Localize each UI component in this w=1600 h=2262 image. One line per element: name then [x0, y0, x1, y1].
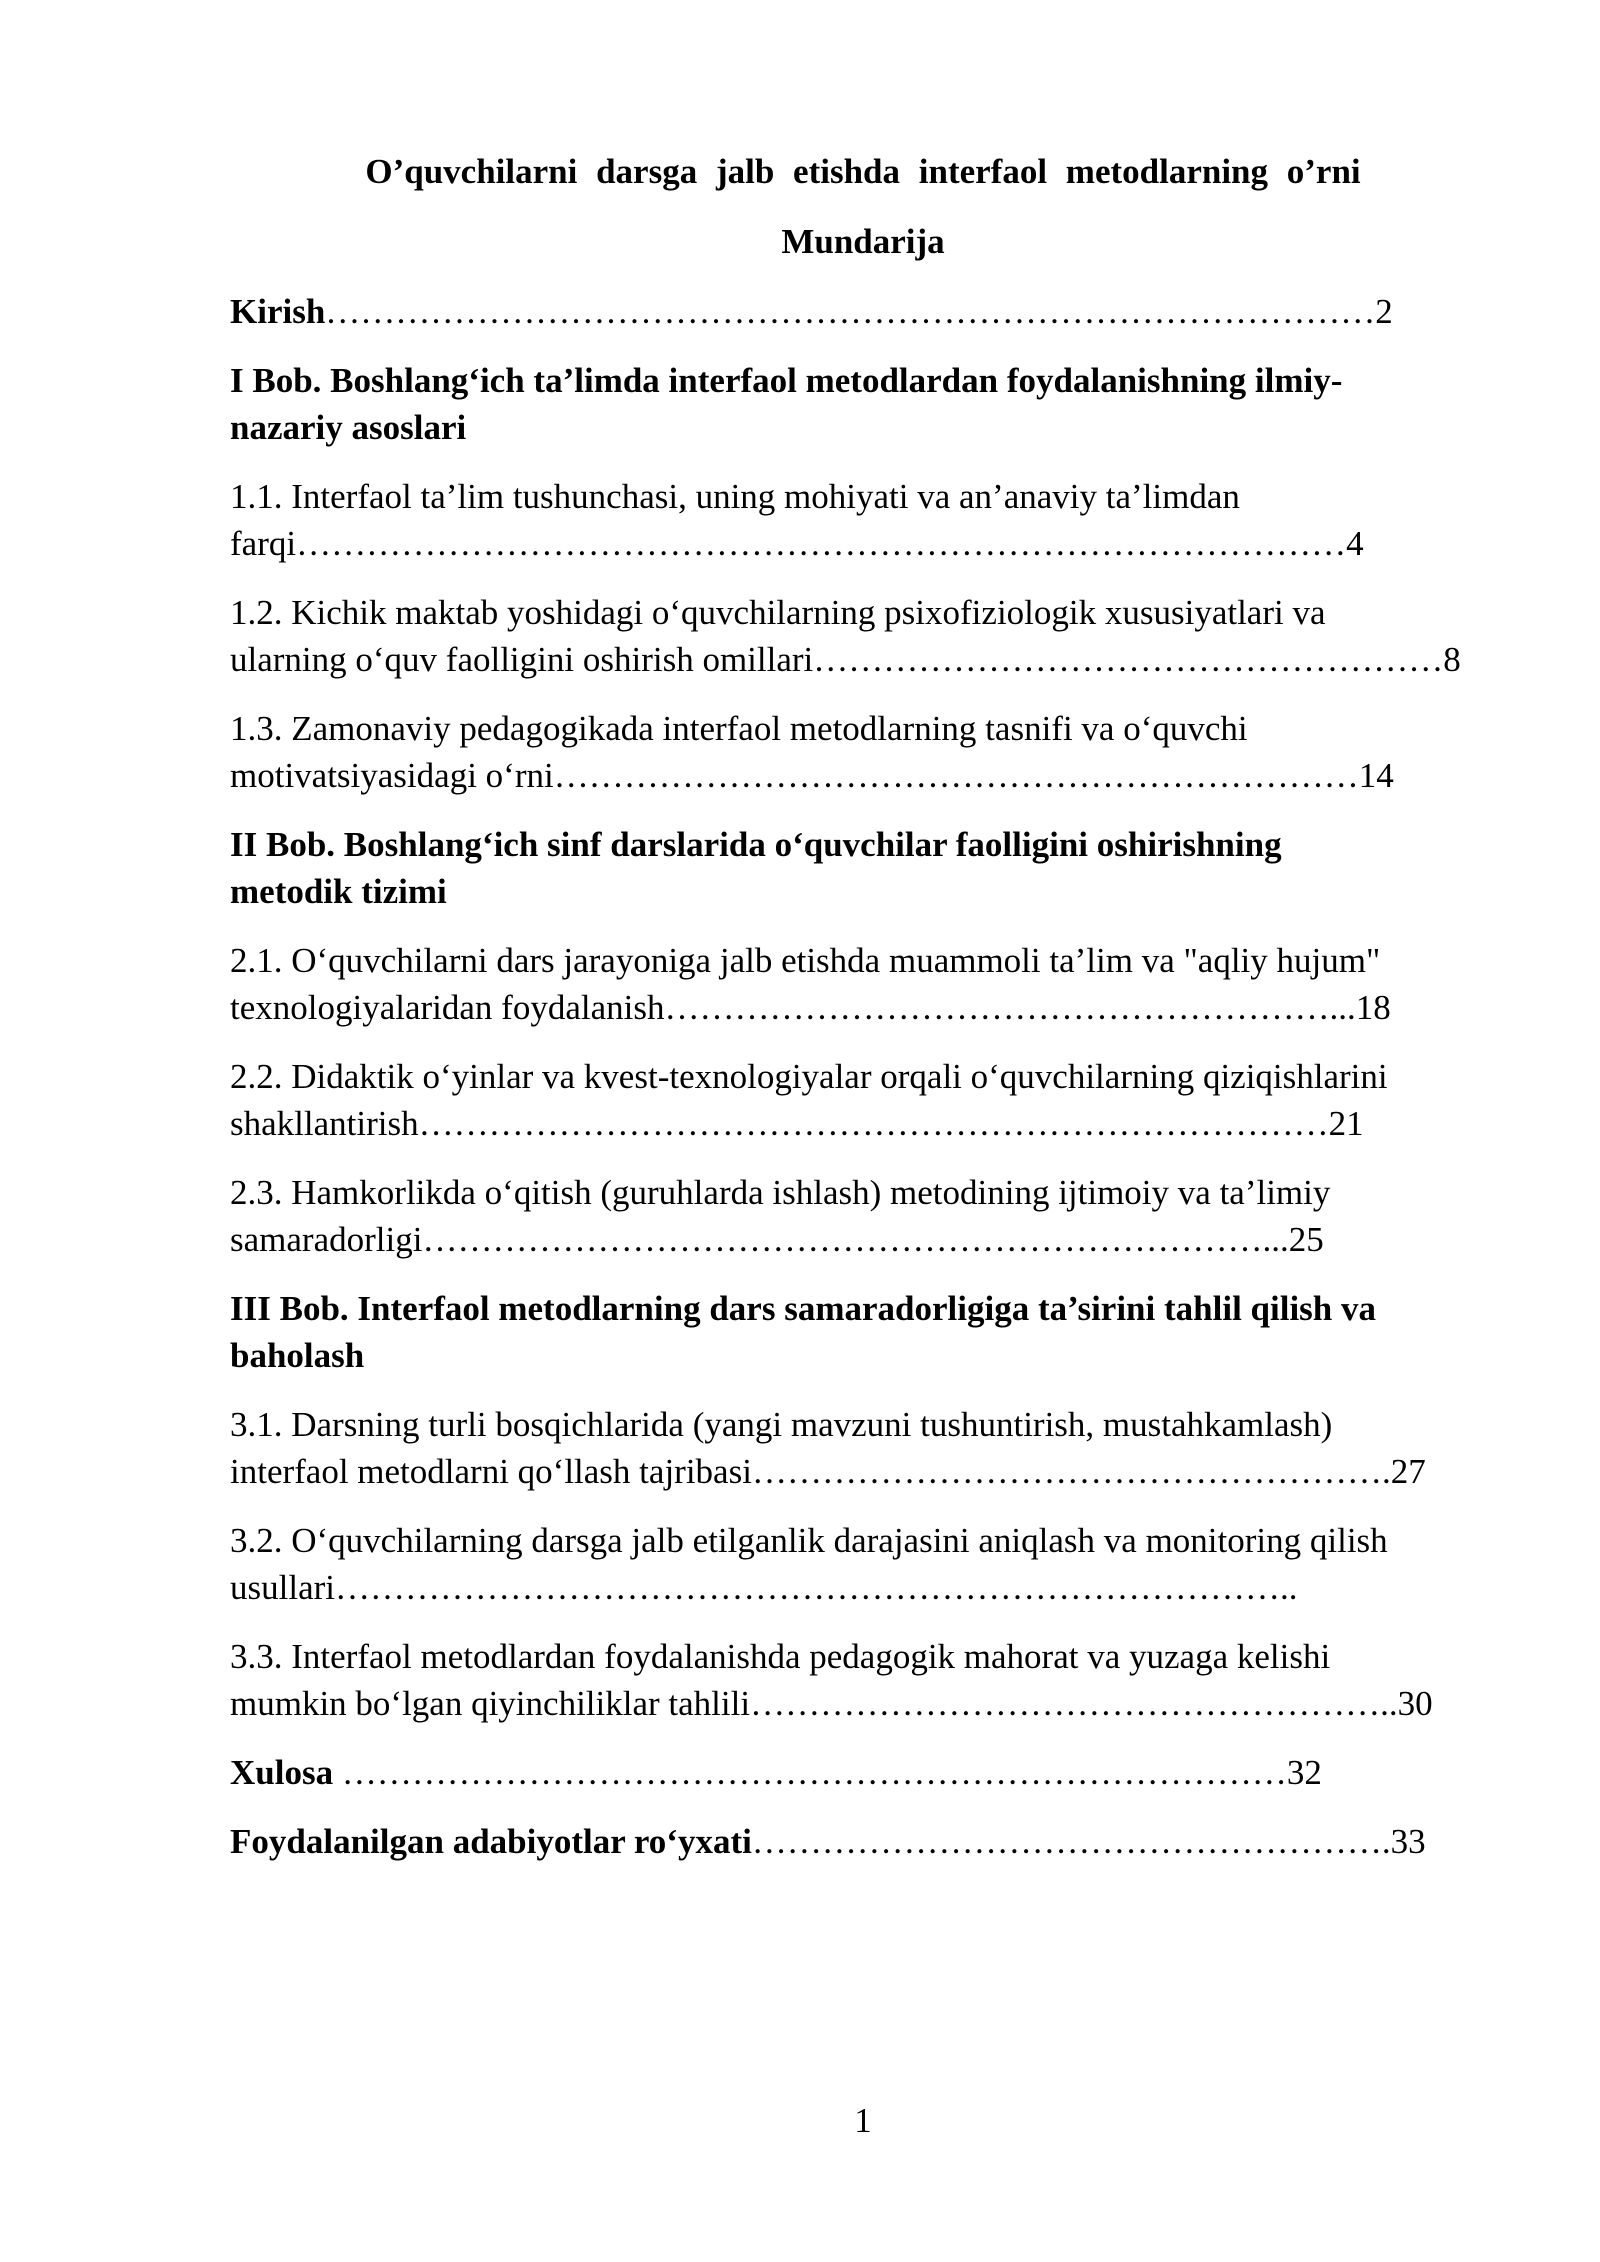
- toc-entry-line: [230, 868, 1500, 915]
- toc-leader-dots: ………………………………………………………………………………: [296, 524, 1347, 563]
- toc-entry-line: [230, 1517, 1500, 1564]
- toc-entry-line: [230, 984, 1500, 1031]
- toc-entry-line: [230, 937, 1500, 984]
- toc-entry-text: Foydalanilgan adabiyotlar ro‘yxati: [230, 1822, 752, 1861]
- table-of-contents: [230, 288, 1500, 1887]
- toc-entry-text: 1.3. Zamonaviy pedagogikada interfaol metodlarning tasnifi va o‘quvchi: [230, 709, 1248, 748]
- toc-entry-line: [230, 1448, 1500, 1495]
- toc-entry: [230, 288, 1500, 335]
- toc-entry-line: [230, 404, 1500, 451]
- toc-entry: [230, 357, 1500, 451]
- toc-page-number: 25: [1288, 1220, 1324, 1259]
- toc-page-number: 8: [1443, 640, 1461, 679]
- toc-entry: [230, 1517, 1500, 1611]
- page-number: 1: [854, 2101, 872, 2140]
- toc-entry-text: 1.1. Interfaol ta’lim tushunchasi, uning mohiyati va an’anaviy ta’limdan: [230, 477, 1240, 516]
- toc-entry-text: 2.2. Didaktik o‘yinlar va kvest-texnologiyalar orqali o‘quvchilarning qiziqishlarini: [230, 1057, 1388, 1096]
- toc-entry-line: [230, 1332, 1500, 1379]
- toc-entry-line: [230, 821, 1500, 868]
- toc-entry-line: [230, 1564, 1500, 1611]
- toc-page-number: 4: [1346, 524, 1364, 563]
- toc-entry-text: usullari: [230, 1568, 335, 1607]
- toc-entry-text: interfaol metodlarni qo‘llash tajribasi: [230, 1452, 752, 1491]
- toc-entry-text: 2.3. Hamkorlikda o‘qitish (guruhlarda ishlash) metodining ijtimoiy va ta’limiy: [230, 1173, 1331, 1212]
- toc-page-number: 27: [1390, 1452, 1426, 1491]
- toc-entry-line: [230, 636, 1500, 683]
- toc-entry: [230, 1749, 1500, 1796]
- toc-entry-text: ularning o‘quv faolligini oshirish omillari: [230, 640, 814, 679]
- toc-entry: [230, 1169, 1500, 1263]
- toc-page-number: 32: [1286, 1753, 1322, 1792]
- toc-heading: Mundarija: [781, 222, 945, 261]
- toc-entry-line: [230, 1749, 1500, 1796]
- toc-entry-line: [230, 1401, 1500, 1448]
- toc-entry-text: samaradorligi: [230, 1220, 423, 1259]
- toc-entry: [230, 1818, 1500, 1865]
- toc-entry-text: 3.1. Darsning turli bosqichlarida (yangi mavzuni tushuntirish, mustahkamlash): [230, 1405, 1333, 1444]
- toc-leader-dots: ………………………………………………..: [750, 1684, 1398, 1723]
- toc-entry-text: texnologiyalaridan foydalanish: [230, 988, 665, 1027]
- toc-entry-text: 1.2. Kichik maktab yoshidagi o‘quvchilarning psixofiziologik xususiyatlari va: [230, 593, 1326, 632]
- toc-entry-line: [230, 1169, 1500, 1216]
- toc-entry-text: Xulosa: [230, 1753, 342, 1792]
- toc-entry-text: shakllantirish: [230, 1104, 419, 1143]
- toc-entry-line: [230, 520, 1500, 567]
- toc-entry-text: motivatsiyasidagi o‘rni: [230, 756, 554, 795]
- toc-leader-dots: ……………………………………………….: [751, 1452, 1391, 1491]
- toc-entry-text: I Bob. Boshlang‘ich ta’limda interfaol metodlardan foydalanishning ilmiy-: [230, 361, 1343, 400]
- toc-entry: [230, 589, 1500, 683]
- toc-page-number: 30: [1397, 1684, 1433, 1723]
- toc-entry-line: [230, 1100, 1500, 1147]
- toc-leader-dots: ……………………………………………….: [751, 1822, 1391, 1861]
- toc-entry-text: Kirish: [230, 292, 326, 331]
- toc-entry: [230, 705, 1500, 799]
- toc-entry-text: baholash: [230, 1336, 365, 1375]
- toc-entry-text: nazariy asoslari: [230, 408, 467, 447]
- toc-entry-line: [230, 1680, 1500, 1727]
- toc-entry-line: [230, 705, 1500, 752]
- toc-entry-text: II Bob. Boshlang‘ich sinf darslarida o‘quvchilar faolligini oshirishning: [230, 825, 1282, 864]
- toc-entry-line: [230, 1285, 1500, 1332]
- toc-leader-dots: ………………………………………………………………………: [341, 1753, 1287, 1792]
- toc-entry-text: III Bob. Interfaol metodlarning dars samaradorligiga ta’sirini tahlil qilish va: [230, 1289, 1377, 1328]
- toc-page-number: 18: [1355, 988, 1391, 1027]
- toc-page-number: 2: [1375, 292, 1393, 331]
- toc-entry: [230, 821, 1500, 915]
- toc-leader-dots: ……………………………………………………………: [553, 756, 1359, 795]
- toc-entry: [230, 1633, 1500, 1727]
- toc-leader-dots: ………………………………………………………………...: [422, 1220, 1289, 1259]
- document-title: O’quvchilarni darsga jalb etishda interfaol metodlarning o’rni: [365, 152, 1361, 191]
- toc-page-number: 21: [1328, 1104, 1364, 1143]
- toc-entry-line: [230, 1053, 1500, 1100]
- toc-leader-dots: ………………………………………………………………………………: [325, 292, 1376, 331]
- toc-leader-dots: ……………………………………………………………………: [418, 1104, 1329, 1143]
- toc-entry-line: [230, 357, 1500, 404]
- toc-leader-dots: ………………………………………………: [813, 640, 1444, 679]
- toc-entry-line: [230, 1633, 1500, 1680]
- toc-entry-text: metodik tizimi: [230, 872, 447, 911]
- toc-entry-text: 3.3. Interfaol metodlardan foydalanishda pedagogik mahorat va yuzaga kelishi: [230, 1637, 1331, 1676]
- toc-entry: [230, 1053, 1500, 1147]
- toc-entry: [230, 1401, 1500, 1495]
- toc-entry-line: [230, 589, 1500, 636]
- toc-entry-line: [230, 473, 1500, 520]
- toc-entry-line: [230, 752, 1500, 799]
- toc-page-number: 33: [1390, 1822, 1426, 1861]
- toc-entry-text: 3.2. O‘quvchilarning darsga jalb etilganlik darajasini aniqlash va monitoring qilish: [230, 1521, 1388, 1560]
- toc-entry: [230, 1285, 1500, 1379]
- toc-entry-line: [230, 1216, 1500, 1263]
- toc-entry-line: [230, 1818, 1500, 1865]
- toc-leader-dots: …………………………………………………...: [664, 988, 1356, 1027]
- toc-entry: [230, 473, 1500, 567]
- toc-entry-text: mumkin bo‘lgan qiyinchiliklar tahlili: [230, 1684, 751, 1723]
- toc-entry: [230, 937, 1500, 1031]
- toc-entry-text: 2.1. O‘quvchilarni dars jarayoniga jalb etishda muammoli ta’lim va "aqliy hujum": [230, 941, 1381, 980]
- toc-entry-text: farqi: [230, 524, 297, 563]
- toc-leader-dots: ………………………………………………………………………..: [334, 1568, 1298, 1607]
- toc-page-number: 14: [1358, 756, 1394, 795]
- toc-entry-line: [230, 288, 1500, 335]
